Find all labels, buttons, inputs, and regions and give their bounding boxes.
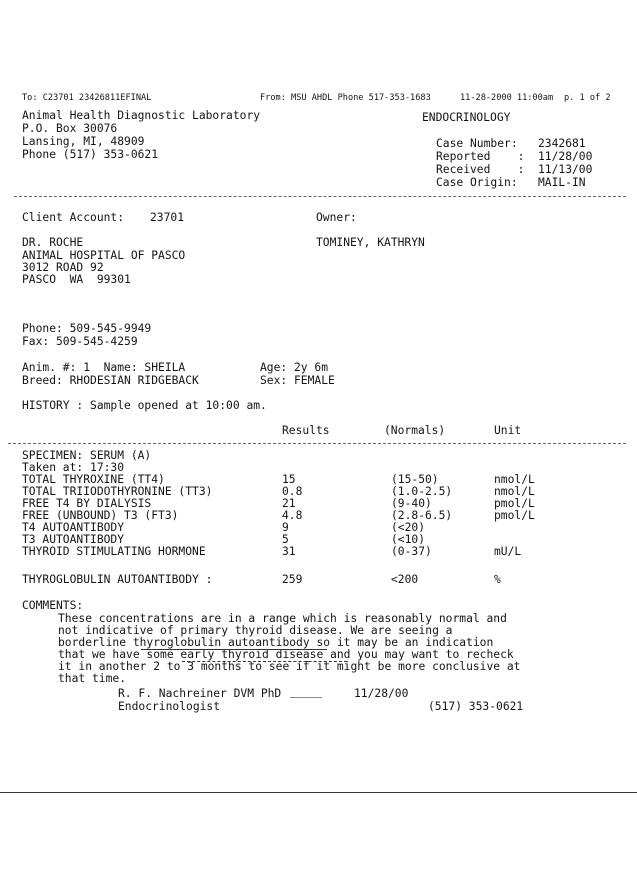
test-normal: (2.8-6.5) — [391, 509, 453, 522]
test-normal: (<20) — [391, 521, 426, 534]
signature-title: Endocrinologist — [118, 700, 221, 713]
fax-page: p. 1 of 2 — [564, 93, 611, 103]
reported-label: Reported : — [436, 150, 525, 163]
test-unit: pmol/L — [494, 497, 535, 510]
animal-age: Age: 2y 6m — [260, 361, 329, 374]
test-name: FREE (UNBOUND) T3 (FT3) — [22, 509, 179, 522]
fax-to: To: C23701 23426811EFINAL — [22, 93, 152, 103]
fax-from: From: MSU AHDL Phone 517-353-1683 — [260, 93, 431, 103]
table-divider — [8, 443, 626, 444]
client-account-label: Client Account: — [22, 211, 125, 224]
test-name: TOTAL THYROXINE (TT4) — [22, 473, 165, 486]
test-result: 31 — [282, 545, 296, 558]
test-name: FREE T4 BY DIALYSIS — [22, 497, 152, 510]
test-name: TOTAL TRIIODOTHYRONINE (TT3) — [22, 485, 213, 498]
test-result: 0.8 — [282, 485, 303, 498]
client-account: 23701 — [150, 211, 185, 224]
animal-id-name: Anim. #: 1 Name: SHEILA — [22, 361, 186, 374]
page-bottom-rule — [0, 792, 637, 793]
hospital-name: ANIMAL HOSPITAL OF PASCO — [22, 249, 186, 262]
tgaa-result: 259 — [282, 573, 303, 586]
doctor-name: DR. ROCHE — [22, 236, 84, 249]
underline-disease — [182, 661, 347, 662]
test-normal: (9-40) — [391, 497, 432, 510]
comment-line: These concentrations are in a range which is reasonably normal and — [58, 612, 507, 625]
comment-line: that we have some early thyroid disease and you may want to recheck — [58, 648, 514, 661]
header-divider — [14, 196, 626, 197]
test-result: 21 — [282, 497, 296, 510]
test-unit: nmol/L — [494, 485, 535, 498]
received-label: Received : — [436, 163, 525, 176]
hospital-city: PASCO WA 99301 — [22, 273, 131, 286]
animal-sex: Sex: FEMALE — [260, 374, 335, 387]
owner-name: TOMINEY, KATHRYN — [316, 236, 425, 249]
normals-header: (Normals) — [384, 424, 446, 437]
tgaa-name: THYROGLOBULIN AUTOANTIBODY : — [22, 573, 213, 586]
test-unit: mU/L — [494, 545, 522, 558]
department: ENDOCRINOLOGY — [422, 111, 511, 124]
animal-breed: Breed: RHODESIAN RIDGEBACK — [22, 374, 199, 387]
test-name: T3 AUTOANTIBODY — [22, 533, 125, 546]
lab-phone: Phone (517) 353-0621 — [22, 148, 159, 161]
test-normal: (1.0-2.5) — [391, 485, 453, 498]
history: HISTORY : Sample opened at 10:00 am. — [22, 399, 267, 412]
case-origin: MAIL-IN — [538, 176, 586, 189]
received-date: 11/13/00 — [538, 163, 593, 176]
fax-datetime: 11-28-2000 11:00am — [460, 93, 554, 103]
test-result: 5 — [282, 533, 289, 546]
tgaa-normal: <200 — [391, 573, 419, 586]
test-result: 4.8 — [282, 509, 303, 522]
test-result: 15 — [282, 473, 296, 486]
lab-city: Lansing, MI, 48909 — [22, 135, 145, 148]
case-origin-label: Case Origin: — [436, 176, 518, 189]
test-name: T4 AUTOANTIBODY — [22, 521, 125, 534]
case-number: 2342681 — [538, 137, 586, 150]
test-normal: (15-50) — [391, 473, 439, 486]
signature-name: R. F. Nachreiner DVM PhD — [118, 687, 282, 700]
taken-at: Taken at: 17:30 — [22, 461, 125, 474]
results-header: Results — [282, 424, 330, 437]
reported-date: 11/28/00 — [538, 150, 593, 163]
test-name: THYROID STIMULATING HORMONE — [22, 545, 206, 558]
test-normal: (<10) — [391, 533, 426, 546]
signature-phone: (517) 353-0621 — [428, 700, 524, 713]
lab-name: Animal Health Diagnostic Laboratory — [22, 109, 261, 122]
unit-header: Unit — [494, 424, 522, 437]
test-unit: pmol/L — [494, 509, 535, 522]
signature-rule — [290, 697, 322, 698]
underline-tgaa — [141, 649, 327, 650]
comments-label: COMMENTS: — [22, 599, 84, 612]
comment-line: not indicative of primary thyroid disease. We are seeing a — [58, 624, 453, 637]
test-normal: (0-37) — [391, 545, 432, 558]
client-phone: Phone: 509-545-9949 — [22, 322, 152, 335]
comment-line: that time. — [58, 672, 127, 685]
specimen: SPECIMEN: SERUM (A) — [22, 449, 152, 462]
comment-line: borderline thyroglobulin autoantibody so it may be an indication — [58, 636, 494, 649]
case-number-label: Case Number: — [436, 137, 518, 150]
hospital-street: 3012 ROAD 92 — [22, 261, 104, 274]
owner-label: Owner: — [316, 211, 357, 224]
signature-date: 11/28/00 — [354, 687, 409, 700]
tgaa-unit: % — [494, 573, 501, 586]
lab-po-box: P.O. Box 30076 — [22, 122, 118, 135]
test-result: 9 — [282, 521, 289, 534]
comment-line: it in another 2 to 3 months to see if it might be more conclusive at — [58, 660, 521, 673]
client-fax: Fax: 509-545-4259 — [22, 335, 138, 348]
test-unit: nmol/L — [494, 473, 535, 486]
